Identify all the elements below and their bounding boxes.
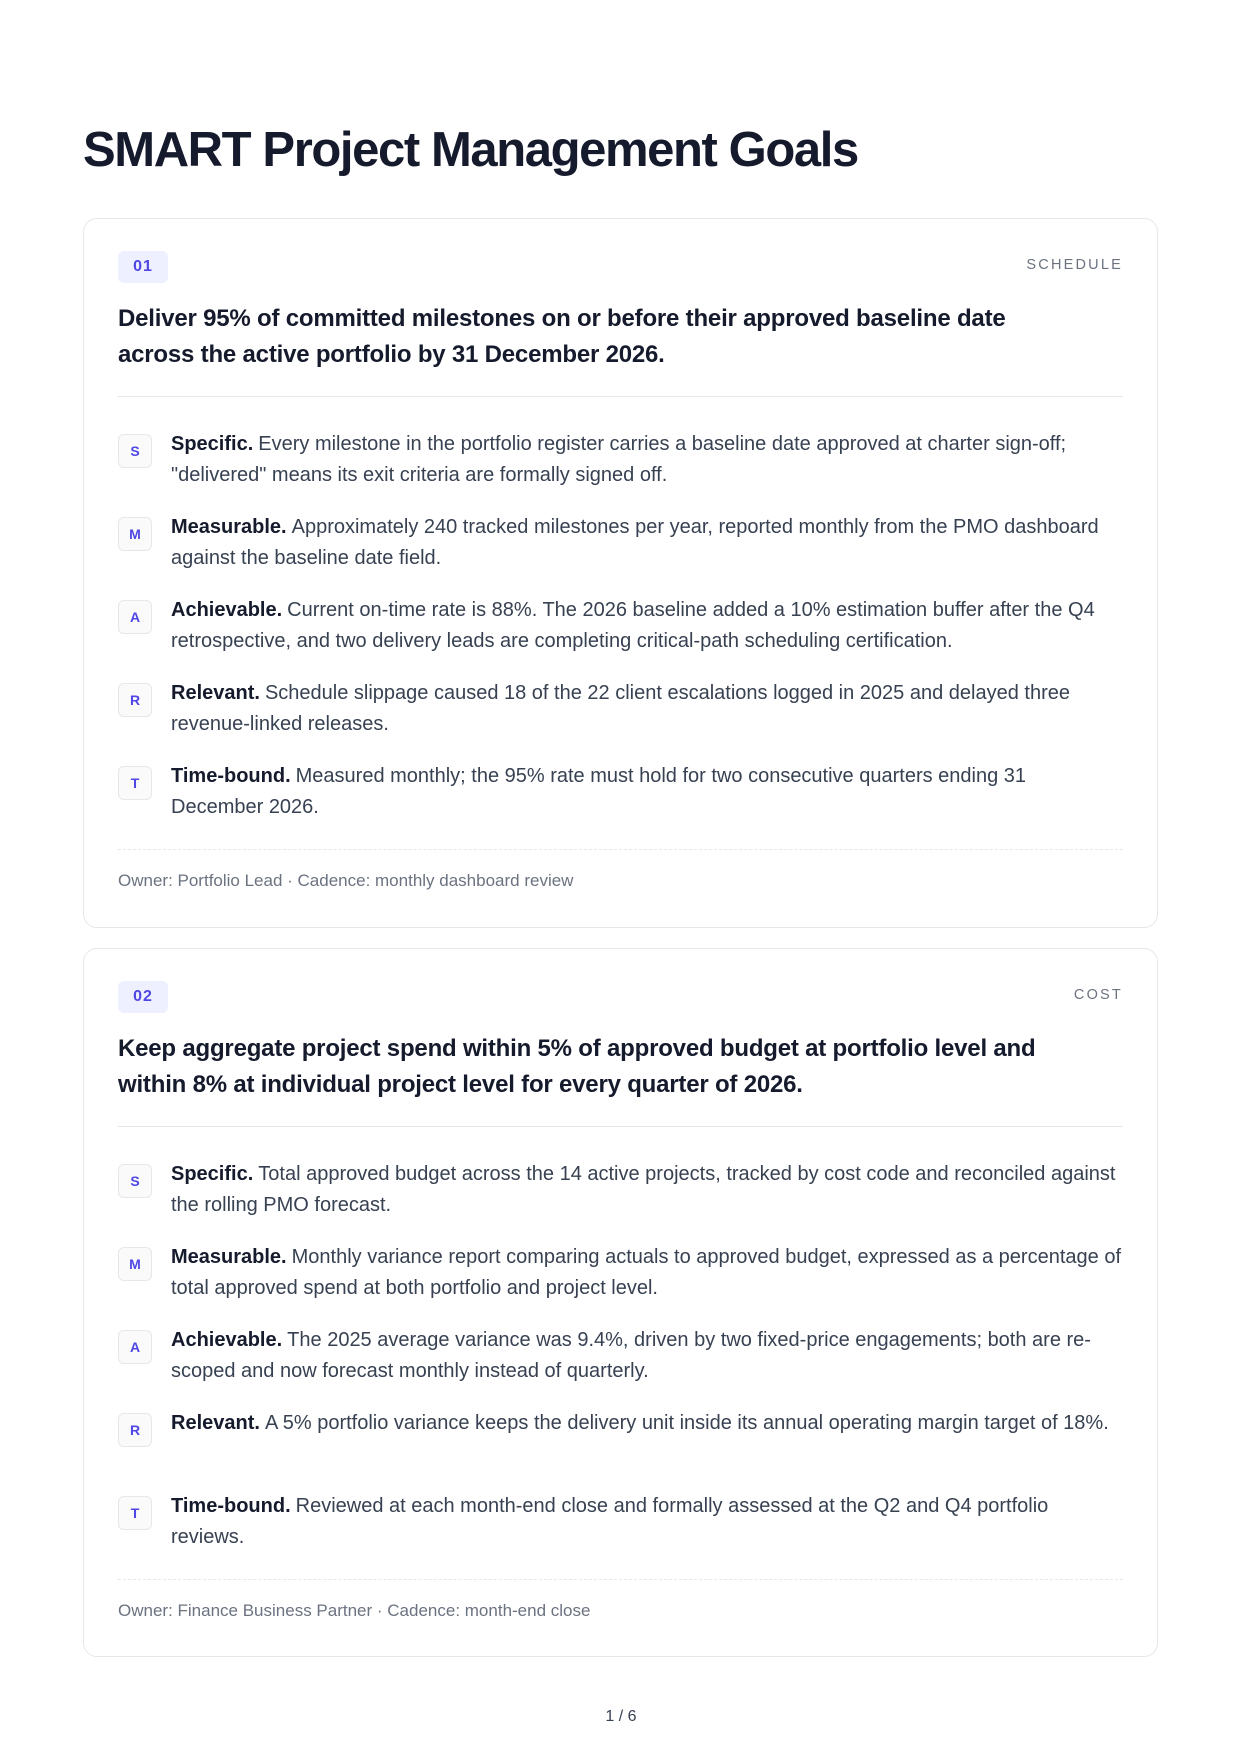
criterion-text: Measured monthly; the 95% rate must hold for two consecutive quarters ending 31 December 2026.	[171, 765, 1027, 818]
criterion-body	[171, 595, 1123, 657]
criterion-letter-badge: M	[118, 1247, 152, 1281]
goal-category-label: COST	[1073, 987, 1123, 1003]
goal-category-label: SCHEDULE	[1026, 257, 1123, 273]
criterion-body	[171, 1325, 1123, 1387]
smart-criteria-list	[118, 429, 1123, 844]
criterion-body	[171, 1408, 1123, 1439]
divider	[118, 1126, 1123, 1127]
criterion-text: Total approved budget across the 14 active projects, tracked by cost code and reconciled against the rolling PMO forecast.	[171, 1163, 1116, 1216]
criterion-text: Current on-time rate is 88%. The 2026 baseline added a 10% estimation buffer after the Q4 retrospective, and two delivery leads are completing critical-path scheduling certification.	[171, 599, 1095, 652]
criterion-body	[171, 1159, 1123, 1221]
criterion-body	[171, 512, 1123, 574]
criterion-text: Every milestone in the portfolio register carries a baseline date approved at charter sign-off; "delivered" means its exit criteria are formally signed off.	[171, 433, 1067, 486]
goal-statement: Deliver 95% of committed milestones on or before their approved baseline date across the active portfolio by 31 December 2026.	[118, 305, 1006, 368]
criterion-letter-badge: R	[118, 1413, 152, 1447]
criterion-letter-badge: S	[118, 1164, 152, 1198]
goal-card-schedule	[83, 218, 1158, 928]
criterion-specific	[118, 429, 1123, 512]
criterion-text: Approximately 240 tracked milestones per year, reported monthly from the PMO dashboard against the baseline date field.	[171, 516, 1099, 569]
goal-statement: Keep aggregate project spend within 5% of approved budget at portfolio level and within 8% at individual project level for every quarter of 2026.	[118, 1035, 1036, 1098]
goal-number-badge: 02	[118, 981, 168, 1013]
criterion-text: Schedule slippage caused 18 of the 22 client escalations logged in 2025 and delayed three revenue-linked releases.	[171, 682, 1070, 735]
criterion-label: Relevant.	[171, 682, 260, 704]
criterion-label: Time-bound.	[171, 765, 291, 787]
criterion-text: A 5% portfolio variance keeps the delivery unit inside its annual operating margin target of 18%.	[264, 1412, 1109, 1434]
page-number: 1 / 6	[605, 1708, 637, 1725]
criterion-text: Reviewed at each month-end close and formally assessed at the Q2 and Q4 portfolio reviews.	[171, 1495, 1049, 1548]
criterion-letter-badge: A	[118, 1330, 152, 1364]
criterion-label: Achievable.	[171, 1329, 283, 1351]
criterion-label: Specific.	[171, 433, 254, 455]
criterion-relevant	[118, 1408, 1123, 1491]
criterion-label: Specific.	[171, 1163, 254, 1185]
criterion-letter-badge: S	[118, 434, 152, 468]
goal-number-badge: 01	[118, 251, 168, 283]
criterion-specific	[118, 1159, 1123, 1242]
criterion-letter-badge: M	[118, 517, 152, 551]
criterion-body	[171, 1242, 1123, 1304]
criterion-relevant	[118, 678, 1123, 761]
page-title: SMART Project Management Goals	[83, 123, 858, 177]
criterion-label: Measurable.	[171, 516, 287, 538]
criterion-label: Measurable.	[171, 1246, 287, 1268]
divider	[118, 396, 1123, 397]
criterion-letter-badge: A	[118, 600, 152, 634]
goal-card-cost	[83, 948, 1158, 1657]
smart-criteria-list	[118, 1159, 1123, 1574]
criterion-letter-badge: T	[118, 1496, 152, 1530]
criterion-time-bound	[118, 1491, 1123, 1574]
goal-owner-cadence: Owner: Portfolio Lead · Cadence: monthly dashboard review	[118, 871, 574, 890]
criterion-achievable	[118, 595, 1123, 678]
criterion-label: Time-bound.	[171, 1495, 291, 1517]
goal-owner-cadence: Owner: Finance Business Partner · Cadence: month-end close	[118, 1601, 591, 1620]
criterion-achievable	[118, 1325, 1123, 1408]
criterion-letter-badge: R	[118, 683, 152, 717]
criterion-time-bound	[118, 761, 1123, 844]
criterion-label: Achievable.	[171, 599, 283, 621]
footer-divider	[118, 849, 1123, 850]
criterion-body	[171, 678, 1123, 740]
criterion-body	[171, 1491, 1123, 1553]
criterion-label: Relevant.	[171, 1412, 260, 1434]
footer-divider	[118, 1579, 1123, 1580]
criterion-body	[171, 429, 1123, 491]
criterion-text: Monthly variance report comparing actuals to approved budget, expressed as a percentage of total approved spend at both portfolio and project level.	[171, 1246, 1121, 1299]
criterion-text: The 2025 average variance was 9.4%, driven by two fixed-price engagements; both are re-scoped and now forecast monthly instead of quarterly.	[171, 1329, 1091, 1382]
criterion-letter-badge: T	[118, 766, 152, 800]
criterion-measurable	[118, 512, 1123, 595]
criterion-measurable	[118, 1242, 1123, 1325]
criterion-body	[171, 761, 1123, 823]
